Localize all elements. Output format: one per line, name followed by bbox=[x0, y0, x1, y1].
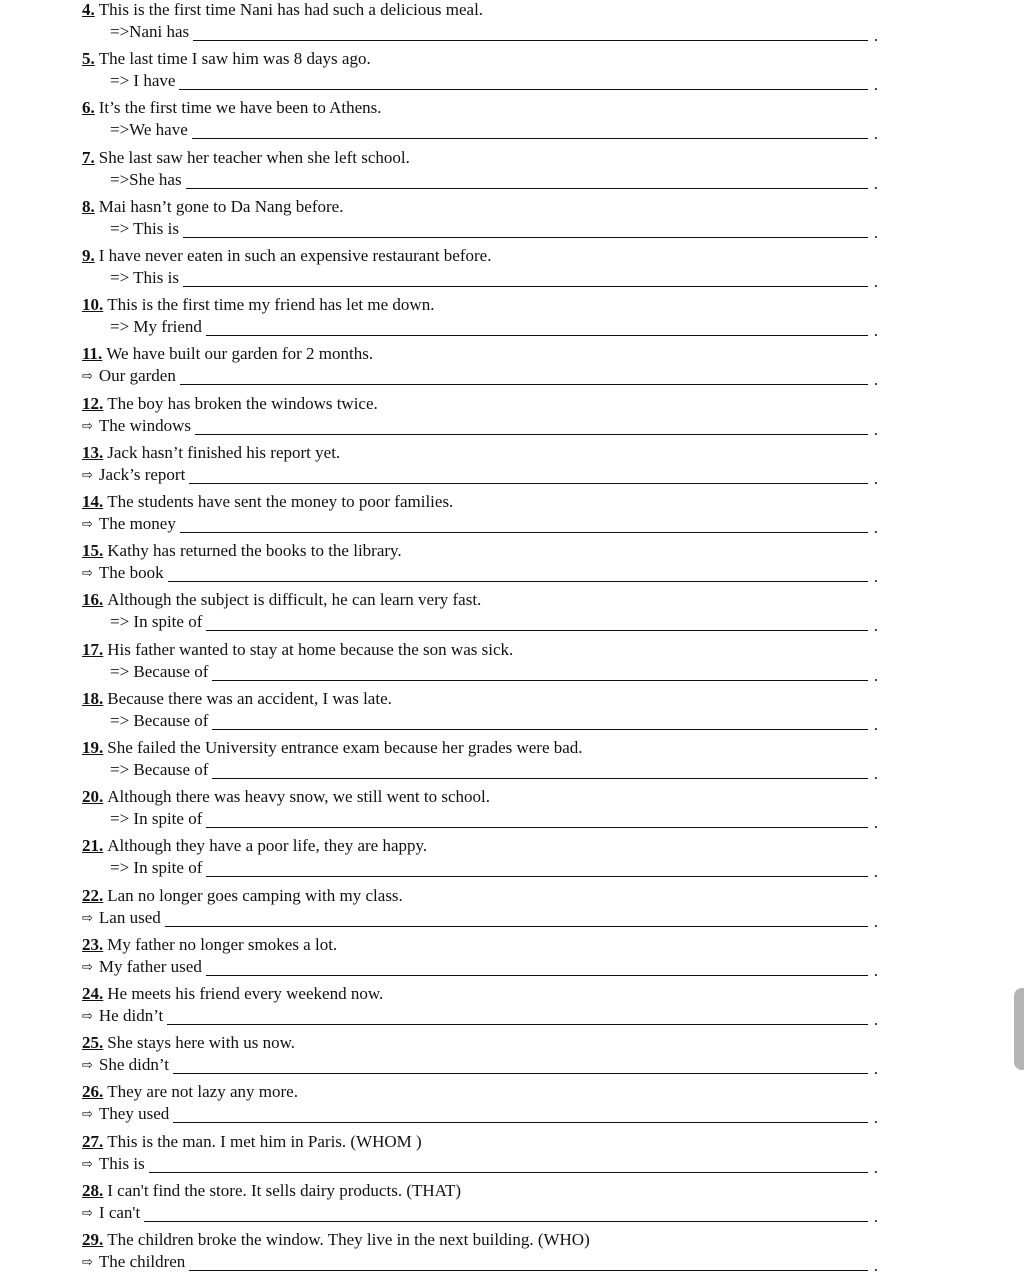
answer-prefix bbox=[82, 563, 168, 584]
answer-prefix-text: The windows bbox=[98, 415, 191, 435]
question-line bbox=[82, 541, 402, 561]
answer-prefix bbox=[82, 908, 165, 929]
question-number: 5. bbox=[82, 49, 95, 69]
question-number: 12. bbox=[82, 393, 104, 413]
answer-prefix bbox=[110, 71, 179, 91]
question-text: His father wanted to stay at home because the son was sick. bbox=[107, 639, 514, 659]
exercise-item bbox=[0, 738, 1024, 787]
exercise-item bbox=[0, 689, 1024, 738]
answer-prefix bbox=[82, 366, 180, 387]
end-period: . bbox=[873, 272, 878, 291]
question-number: 13. bbox=[82, 442, 104, 462]
answer-row bbox=[82, 1055, 878, 1079]
question-line bbox=[82, 295, 434, 315]
exercise-item bbox=[0, 197, 1024, 246]
answer-row bbox=[82, 908, 878, 932]
end-period: . bbox=[873, 813, 878, 833]
question-text: We have built our garden for 2 months. bbox=[106, 344, 374, 364]
question-number: 14. bbox=[82, 492, 104, 511]
exercise-item bbox=[0, 590, 1024, 639]
end-period: . bbox=[873, 124, 878, 144]
answer-blank-line[interactable] bbox=[168, 563, 868, 582]
exercise-item bbox=[0, 541, 1024, 590]
answer-row bbox=[110, 711, 878, 735]
end-period: . bbox=[873, 1256, 878, 1275]
end-period: . bbox=[873, 665, 878, 685]
arrow-box-icon: ⇨ bbox=[82, 369, 93, 385]
answer-blank-line[interactable] bbox=[212, 711, 867, 730]
answer-row bbox=[110, 120, 878, 144]
arrow-box-icon: ⇨ bbox=[82, 418, 93, 434]
question-number: 15. bbox=[82, 541, 104, 561]
end-period: . bbox=[873, 911, 878, 931]
answer-prefix-text: => Because of bbox=[110, 710, 209, 730]
question-number: 28. bbox=[82, 1180, 104, 1200]
answer-row bbox=[110, 71, 878, 95]
answer-blank-line[interactable] bbox=[180, 514, 868, 533]
answer-prefix bbox=[82, 1055, 173, 1076]
end-period: . bbox=[873, 1108, 878, 1128]
answer-prefix bbox=[82, 957, 206, 978]
exercise-item bbox=[0, 148, 1024, 197]
answer-blank-line[interactable] bbox=[195, 416, 868, 435]
answer-blank-line[interactable] bbox=[189, 1252, 867, 1271]
question-text: The children broke the window. They live in the next building. (WHO) bbox=[107, 1230, 590, 1249]
answer-row bbox=[82, 514, 878, 538]
question-line bbox=[82, 640, 513, 660]
answer-row bbox=[110, 760, 878, 784]
question-line bbox=[82, 98, 382, 118]
answer-prefix bbox=[82, 514, 180, 535]
arrow-box-icon: ⇨ bbox=[82, 1156, 93, 1172]
question-number: 18. bbox=[82, 688, 104, 708]
answer-blank-line[interactable] bbox=[206, 957, 868, 976]
exercise-item bbox=[0, 98, 1024, 147]
question-line bbox=[82, 1230, 590, 1250]
question-text: The students have sent the money to poor families. bbox=[107, 492, 454, 511]
answer-blank-line[interactable] bbox=[206, 317, 868, 336]
question-text: She stays here with us now. bbox=[107, 1033, 296, 1053]
exercise-item bbox=[0, 1132, 1024, 1181]
answer-prefix bbox=[82, 1006, 167, 1027]
answer-prefix-text: => In spite of bbox=[110, 612, 203, 632]
arrow-box-icon: ⇨ bbox=[82, 1009, 93, 1024]
question-text: My father no longer smokes a lot. bbox=[107, 934, 338, 954]
answer-prefix-text: The children bbox=[98, 1252, 186, 1271]
question-line bbox=[82, 0, 483, 20]
question-text: Mai hasn’t gone to Da Nang before. bbox=[98, 196, 344, 216]
question-text: Lan no longer goes camping with my class. bbox=[107, 885, 403, 905]
answer-blank-line[interactable] bbox=[167, 1006, 867, 1025]
question-text: They are not lazy any more. bbox=[107, 1082, 298, 1102]
end-period: . bbox=[873, 419, 878, 439]
question-line bbox=[82, 443, 340, 463]
question-line bbox=[82, 1033, 295, 1053]
question-line bbox=[82, 344, 373, 364]
answer-row bbox=[82, 1006, 878, 1030]
answer-blank-line[interactable] bbox=[183, 219, 868, 238]
answer-prefix-text: This is bbox=[98, 1153, 145, 1173]
answer-prefix-text: Our garden bbox=[98, 366, 176, 386]
question-number: 22. bbox=[82, 885, 104, 905]
end-period: . bbox=[873, 862, 878, 882]
question-number: 10. bbox=[82, 295, 104, 315]
question-line bbox=[82, 1132, 422, 1152]
question-text: Kathy has returned the books to the library. bbox=[107, 541, 402, 561]
end-period: . bbox=[873, 26, 878, 45]
answer-prefix-text: I can't bbox=[98, 1202, 141, 1222]
arrow-box-icon: ⇨ bbox=[82, 517, 93, 532]
question-number: 20. bbox=[82, 787, 104, 807]
question-text: This is the first time Nani has had such a delicious meal. bbox=[98, 0, 484, 19]
answer-prefix-text: =>She has bbox=[110, 169, 182, 189]
answer-row bbox=[82, 563, 878, 587]
answer-blank-line[interactable] bbox=[144, 1203, 868, 1222]
question-line bbox=[82, 935, 337, 955]
answer-prefix-text: Lan used bbox=[98, 907, 161, 927]
question-line bbox=[82, 394, 378, 414]
arrow-box-icon: ⇨ bbox=[82, 1107, 93, 1123]
answer-prefix bbox=[110, 858, 206, 878]
end-period: . bbox=[873, 370, 878, 390]
arrow-box-icon: ⇨ bbox=[82, 910, 93, 926]
end-period: . bbox=[873, 75, 878, 95]
end-period: . bbox=[873, 518, 878, 537]
question-line bbox=[82, 246, 491, 266]
answer-prefix-text: =>We have bbox=[110, 120, 188, 140]
question-text: It’s the first time we have been to Athens. bbox=[98, 98, 382, 118]
end-period: . bbox=[873, 321, 878, 341]
answer-prefix bbox=[110, 219, 183, 239]
exercise-item bbox=[0, 246, 1024, 295]
answer-blank-line[interactable] bbox=[212, 760, 867, 779]
question-number: 16. bbox=[82, 590, 104, 610]
question-line bbox=[82, 590, 481, 610]
question-text: He meets his friend every weekend now. bbox=[107, 984, 384, 1003]
answer-blank-line[interactable] bbox=[206, 612, 867, 631]
answer-row bbox=[82, 957, 878, 981]
question-line bbox=[82, 787, 490, 807]
answer-row bbox=[110, 662, 878, 686]
answer-prefix-text: => This is bbox=[110, 268, 179, 287]
answer-prefix-text: =>Nani has bbox=[110, 22, 190, 41]
exercise-item bbox=[0, 886, 1024, 935]
answer-blank-line[interactable] bbox=[206, 809, 867, 828]
answer-prefix bbox=[82, 1104, 173, 1125]
answer-prefix bbox=[110, 612, 206, 632]
exercise-item bbox=[0, 1230, 1024, 1279]
answer-blank-line[interactable] bbox=[173, 1104, 868, 1123]
question-number: 27. bbox=[82, 1131, 104, 1151]
answer-row bbox=[82, 1104, 878, 1128]
question-number: 25. bbox=[82, 1033, 104, 1053]
answer-prefix bbox=[110, 170, 186, 190]
exercise-item bbox=[0, 1033, 1024, 1082]
answer-row bbox=[110, 612, 878, 636]
question-number: 9. bbox=[82, 246, 95, 265]
answer-prefix bbox=[110, 22, 193, 42]
answer-row bbox=[82, 1154, 878, 1178]
question-number: 23. bbox=[82, 934, 104, 954]
question-line bbox=[82, 1181, 461, 1201]
end-period: . bbox=[873, 764, 878, 783]
answer-prefix bbox=[82, 1252, 189, 1273]
answer-blank-line[interactable] bbox=[173, 1055, 868, 1074]
answer-prefix-text: She didn’t bbox=[98, 1055, 169, 1075]
answer-prefix bbox=[110, 120, 192, 140]
question-number: 11. bbox=[82, 344, 103, 364]
answer-blank-line[interactable] bbox=[149, 1154, 868, 1173]
answer-row bbox=[82, 416, 878, 440]
answer-row bbox=[82, 465, 878, 489]
answer-prefix-text: The book bbox=[98, 563, 164, 583]
arrow-box-icon: ⇨ bbox=[82, 1205, 93, 1221]
answer-prefix bbox=[110, 317, 206, 337]
question-text: Jack hasn’t finished his report yet. bbox=[107, 442, 341, 462]
answer-prefix-text: They used bbox=[98, 1104, 170, 1124]
question-text: I can't find the store. It sells dairy products. (THAT) bbox=[107, 1180, 462, 1200]
arrow-box-icon: ⇨ bbox=[82, 1255, 93, 1270]
question-line bbox=[82, 197, 343, 217]
answer-prefix-text: => Because of bbox=[110, 661, 209, 681]
answer-row bbox=[110, 809, 878, 833]
question-text: She last saw her teacher when she left school. bbox=[98, 147, 410, 167]
question-number: 7. bbox=[82, 147, 95, 167]
exercise-item bbox=[0, 984, 1024, 1033]
question-line bbox=[82, 148, 410, 168]
question-text: The boy has broken the windows twice. bbox=[107, 393, 378, 413]
answer-prefix bbox=[110, 809, 206, 829]
question-text: Although the subject is difficult, he can learn very fast. bbox=[107, 590, 482, 610]
answer-prefix-text: My father used bbox=[98, 956, 202, 976]
answer-prefix-text: => This is bbox=[110, 218, 179, 238]
end-period: . bbox=[873, 173, 878, 193]
arrow-box-icon: ⇨ bbox=[82, 959, 93, 975]
answer-row bbox=[110, 858, 878, 882]
exercise-item bbox=[0, 1082, 1024, 1131]
question-number: 19. bbox=[82, 738, 104, 757]
exercise-item bbox=[0, 344, 1024, 393]
exercise-item bbox=[0, 0, 1024, 49]
arrow-box-icon: ⇨ bbox=[82, 566, 93, 582]
answer-prefix-text: => I have bbox=[110, 71, 176, 91]
exercise-item bbox=[0, 492, 1024, 541]
end-period: . bbox=[873, 616, 878, 636]
exercise-item bbox=[0, 1181, 1024, 1230]
question-line bbox=[82, 492, 453, 512]
answer-blank-line[interactable] bbox=[165, 908, 868, 927]
answer-prefix bbox=[110, 662, 212, 682]
answer-prefix bbox=[82, 416, 195, 437]
question-text: Because there was an accident, I was late. bbox=[107, 688, 392, 708]
question-number: 17. bbox=[82, 639, 104, 659]
answer-row bbox=[110, 268, 878, 292]
question-number: 6. bbox=[82, 98, 95, 118]
question-text: I have never eaten in such an expensive restaurant before. bbox=[98, 246, 492, 265]
question-text: The last time I saw him was 8 days ago. bbox=[98, 49, 371, 69]
exercise-item bbox=[0, 787, 1024, 836]
answer-blank-line[interactable] bbox=[206, 858, 867, 877]
arrow-box-icon: ⇨ bbox=[82, 467, 93, 483]
answer-row bbox=[110, 170, 878, 194]
answer-prefix bbox=[82, 1203, 144, 1224]
answer-prefix-text: => Because of bbox=[110, 760, 209, 779]
end-period: . bbox=[873, 714, 878, 734]
answer-prefix-text: The money bbox=[98, 514, 176, 533]
question-line bbox=[82, 738, 583, 758]
answer-blank-line[interactable] bbox=[186, 170, 868, 189]
question-number: 26. bbox=[82, 1082, 104, 1102]
end-period: . bbox=[873, 1010, 878, 1029]
answer-prefix-text: => In spite of bbox=[110, 809, 203, 829]
answer-blank-line[interactable] bbox=[180, 366, 868, 385]
end-period: . bbox=[873, 468, 878, 488]
exercise-item bbox=[0, 295, 1024, 344]
answer-prefix-text: => In spite of bbox=[110, 858, 203, 878]
answer-blank-line[interactable] bbox=[212, 662, 867, 681]
answer-row bbox=[110, 219, 878, 243]
question-line bbox=[82, 984, 383, 1004]
exercise-item bbox=[0, 935, 1024, 984]
answer-prefix bbox=[82, 465, 189, 486]
end-period: . bbox=[873, 1157, 878, 1177]
answer-blank-line[interactable] bbox=[193, 22, 868, 41]
end-period: . bbox=[873, 1059, 878, 1079]
answer-prefix bbox=[110, 760, 212, 780]
answer-blank-line[interactable] bbox=[192, 120, 868, 139]
end-period: . bbox=[873, 222, 878, 242]
answer-prefix bbox=[110, 268, 183, 288]
answer-prefix-text: Jack’s report bbox=[98, 464, 186, 484]
question-line bbox=[82, 836, 427, 856]
question-text: Although there was heavy snow, we still went to school. bbox=[107, 787, 490, 807]
question-number: 29. bbox=[82, 1230, 104, 1249]
exercise-item bbox=[0, 443, 1024, 492]
question-line bbox=[82, 1082, 298, 1102]
exercise-item bbox=[0, 394, 1024, 443]
end-period: . bbox=[873, 567, 878, 587]
answer-prefix-text: He didn’t bbox=[98, 1006, 164, 1025]
end-period: . bbox=[873, 1206, 878, 1226]
answer-blank-line[interactable] bbox=[179, 71, 867, 90]
answer-blank-line[interactable] bbox=[189, 465, 867, 484]
question-text: This is the first time my friend has let me down. bbox=[107, 295, 435, 315]
answer-row bbox=[110, 317, 878, 341]
question-line bbox=[82, 49, 371, 69]
question-number: 8. bbox=[82, 196, 95, 216]
question-text: This is the man. I met him in Paris. (WHOM ) bbox=[107, 1131, 422, 1151]
question-line bbox=[82, 886, 403, 906]
answer-blank-line[interactable] bbox=[183, 268, 868, 287]
answer-prefix bbox=[110, 711, 212, 731]
answer-row bbox=[110, 22, 878, 46]
question-text: Although they have a poor life, they are happy. bbox=[107, 836, 428, 856]
answer-row bbox=[82, 1252, 878, 1276]
exercise-item bbox=[0, 49, 1024, 98]
question-number: 4. bbox=[82, 0, 95, 19]
question-text: She failed the University entrance exam because her grades were bad. bbox=[107, 738, 583, 757]
question-number: 24. bbox=[82, 984, 104, 1003]
scrollbar-handle[interactable] bbox=[1014, 988, 1024, 1070]
end-period: . bbox=[873, 960, 878, 980]
question-line bbox=[82, 689, 392, 709]
answer-row bbox=[82, 366, 878, 390]
exercise-item bbox=[0, 836, 1024, 885]
arrow-box-icon: ⇨ bbox=[82, 1058, 93, 1074]
exercise-item bbox=[0, 640, 1024, 689]
answer-row bbox=[82, 1203, 878, 1227]
answer-prefix bbox=[82, 1154, 149, 1175]
question-number: 21. bbox=[82, 836, 104, 856]
answer-prefix-text: => My friend bbox=[110, 317, 202, 337]
